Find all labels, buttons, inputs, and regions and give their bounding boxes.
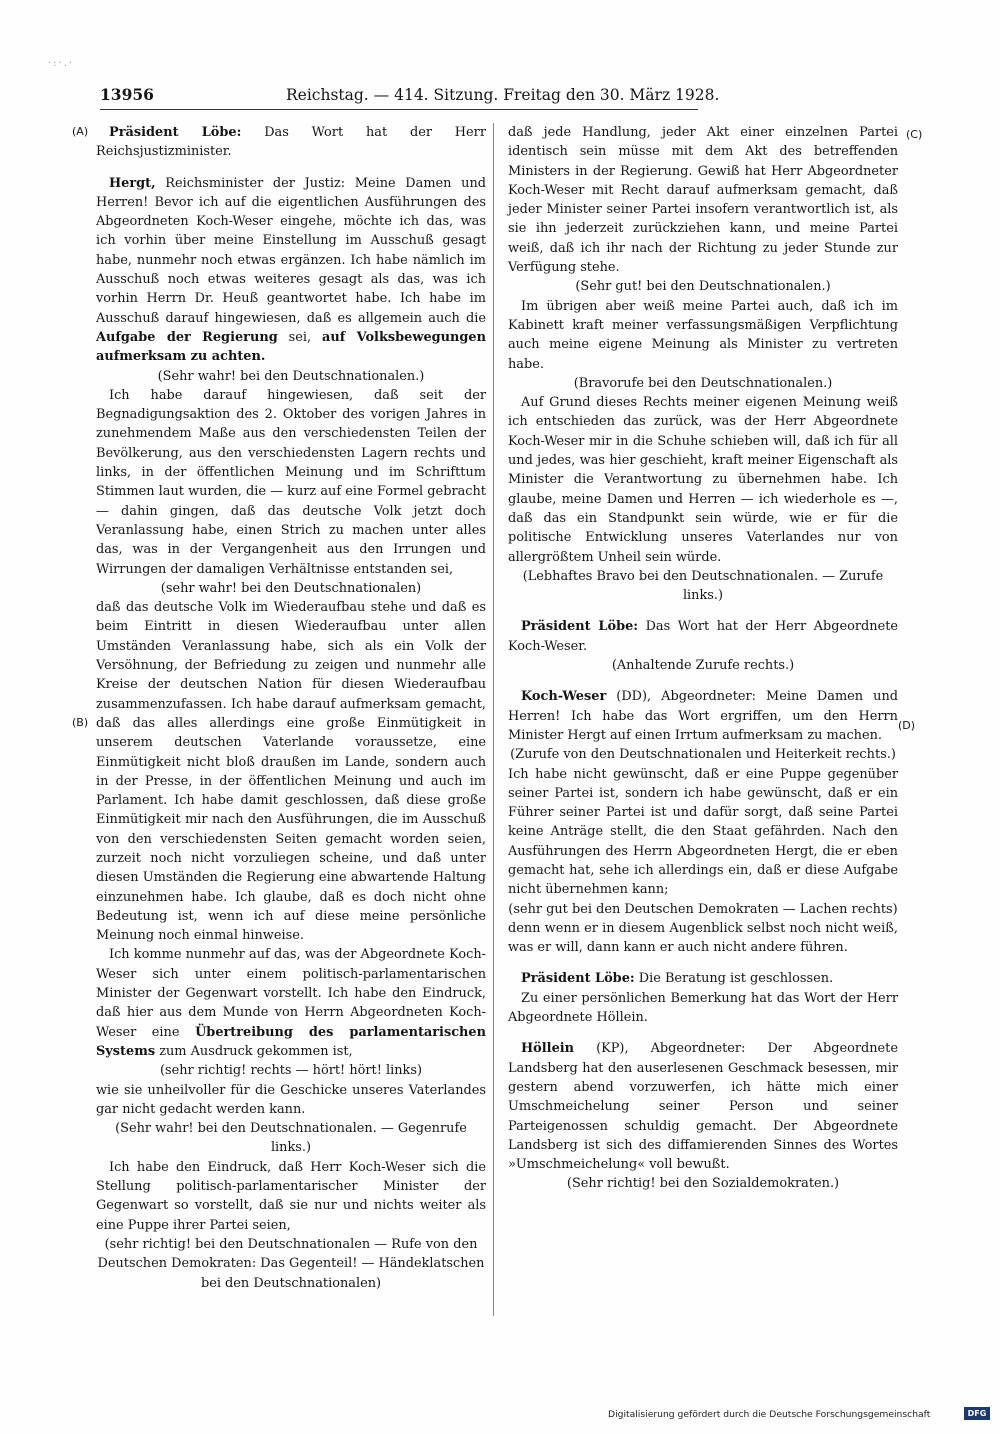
paragraph: Zu einer persönlichen Bemerkung hat das Wort der Herr Abgeordnete Höllein.: [508, 990, 898, 1026]
interjection: (Anhaltende Zurufe rechts.): [611, 658, 795, 674]
interjection: (Sehr gut! bei den Deutschnationalen.): [575, 279, 831, 295]
paragraph: wie sie unheilvoller für die Geschicke unseres Vaterlandes gar nicht gedacht werden kann.: [96, 1082, 486, 1117]
interjection: (Sehr wahr! bei den Deutschnationalen.): [157, 368, 425, 384]
paragraph: Ich habe den Eindruck, daß Herr Koch-Weser sich die Stellung politisch-parlamentarischer Minister der Gegenwart so vorstellt, daß sie nur und nichts weiter als eine Puppe ihrer Partei seien,: [96, 1159, 486, 1233]
header-rule: [100, 109, 698, 110]
paragraph: Auf Grund dieses Rechts meiner eigenen Meinung weiß ich entschieden das zurück, was der Herr Abgeordnete Koch-Weser mir in die Schuhe schieben will, daß ich für all und jedes, was hier geschieht, kraft meiner Eigenschaft als Minister die Verantwortung zu übernehmen habe. Ich glaube, meine Damen und Herren — ich wiederhole es —, daß das ein Standpunkt sein würde, wie er für die politische Entwicklung unseres Vaterlandes nur von allergrößtem Unheil sein würde.: [508, 395, 898, 565]
interjection: (sehr richtig! rechts — hört! hört! links): [159, 1063, 423, 1079]
paragraph: [96, 174, 486, 367]
interjection: (Sehr richtig! bei den Sozialdemokraten.): [566, 1176, 840, 1192]
left-column: [96, 123, 486, 1293]
interjection: (sehr wahr! bei den Deutschnationalen): [160, 580, 422, 596]
footer-credit: Digitalisierung gefördert durch die Deutsche Forschungsgemeinschaft: [608, 1409, 931, 1420]
speaker-name: Präsident Löbe:: [521, 971, 635, 987]
interjection: (Bravorufe bei den Deutschnationalen.): [573, 375, 833, 391]
paragraph-text: Das Wort hat der Herr Reichsjustizminister.: [96, 125, 487, 160]
paragraph: Im übrigen aber weiß meine Partei auch, daß ich im Kabinett kraft meiner verfassungsmäßigen Verpflichtung auch meine eigene Meinung als Minister zu vertreten habe.: [508, 298, 898, 372]
emphasis-text: Aufgabe der Regierung: [96, 329, 278, 345]
interjection: (sehr richtig! bei den Deutschnationalen — Rufe von den Deutschen Demokraten: Das Gegenteil! — Händeklatschen bei den Deutschnationalen): [97, 1236, 485, 1291]
paragraph-text: Ich komme nunmehr auf das, was der Abgeordnete Koch-Weser sich unter einem politisch-parlamentarischen Minister der Gegenwart vorstellt. Ich habe den Eindruck, daß hier aus dem Munde von Herrn Abgeordneten Koch-Weser eine: [96, 947, 486, 1040]
paragraph-text: Reichsminister der Justiz: Meine Damen und Herren! Bevor ich auf die eigentlichen Ausführungen des Abgeordneten Koch-Weser eingehe, möchte ich das, was ich vorhin über meine Einstellung im Ausschuß gesagt habe, nunmehr noch etwas ergänzen. Ich habe nämlich im Ausschuß noch etwas weiteres gesagt als das, was ich vorhin Herrn Dr. Heuß geantwortet habe. Ich habe im Ausschuß darauf hingewiesen, daß es allgemein auch die: [96, 175, 486, 326]
emphasis-text: Übertreibung des parlamentarischen Systems: [96, 1024, 486, 1059]
page-number: 13956: [100, 85, 154, 104]
paragraph-text: sei,: [277, 329, 323, 345]
paragraph: [96, 945, 486, 1061]
margin-marker-a: (A): [72, 125, 89, 138]
interjection: (sehr gut bei den Deutschen Demokraten — Lachen rechts): [508, 901, 898, 917]
paragraph-text: Das Wort hat der Herr Abgeordnete Koch-Weser.: [508, 619, 899, 654]
interjection: (Zurufe von den Deutschnationalen und Heiterkeit rechts.): [510, 747, 896, 763]
speaker-name: Hergt,: [109, 175, 156, 191]
speaker-name: Präsident Löbe:: [109, 125, 242, 140]
interjection: (Lebhaftes Bravo bei den Deutschnationalen. — Zurufe links.): [522, 568, 884, 604]
paragraph: [508, 617, 898, 656]
margin-marker-c: (C): [906, 128, 923, 141]
page-specks: ·:·.·: [48, 58, 75, 69]
emphasis-text: auf Volksbewegungen aufmerksam zu achten.: [96, 329, 486, 365]
paragraph-text: Die Beratung ist geschlossen.: [634, 971, 834, 987]
paragraph-text: zum Ausdruck gekommen ist,: [155, 1043, 353, 1059]
paragraph: [508, 969, 898, 988]
margin-marker-b: (B): [72, 716, 89, 729]
paragraph-text: (DD), Abgeordneter: Meine Damen und Herren! Ich habe das Wort ergriffen, um den Herrn Minister Hergt auf einen Irrtum aufmerksam zu machen.: [508, 689, 898, 743]
dfg-logo: DFG: [964, 1407, 990, 1420]
paragraph-text: (KP), Abgeordneter: Der Abgeordnete Landsberg hat den auserlesenen Geschmack besessen, mir gestern abend vorzuwerfen, ich hätte mich einer Umschmeichelung seiner Person und seiner Parteigenossen schuldig gemacht. Der Abgeordnete Landsberg ist sich des diffamierenden Sinnes des Wortes »Umschmeichelung« voll bewußt.: [508, 1041, 898, 1173]
paragraph: [508, 1039, 898, 1174]
paragraph: Ich habe nicht gewünscht, daß er eine Puppe gegenüber seiner Partei ist, sondern ich habe gewünscht, daß er ein Führer seiner Partei ist und dafür sorgt, daß seine Partei keine Anträge stellt, die den Staat gefährden. Nach den Ausführungen des Herrn Abgeordneten Hergt, die er eben gemacht hat, sehe ich allerdings ein, daß er diese Aufgabe nicht übernehmen kann;: [508, 766, 898, 898]
header-title: Reichstag. — 414. Sitzung. Freitag den 30. März 1928.: [286, 86, 720, 104]
margin-marker-d: (D): [898, 719, 916, 732]
speaker-name: Höllein: [521, 1041, 575, 1057]
paragraph: daß jede Handlung, jeder Akt einer einzelnen Partei identisch sein müsse mit dem Akt des betreffenden Ministers in der Regierung. Gewiß hat Herr Abgeordneter Koch-Weser mit Recht darauf aufmerksam gemacht, daß jeder Minister seiner Partei insofern verantwortlich ist, als sie ihn jederzeit zurückziehen kann, und meine Partei weiß, daß ich ihr nach der Richtung zu jeder Stunde zur Verfügung stehe.: [508, 125, 898, 276]
column-divider: [493, 123, 494, 1316]
right-column: [508, 123, 898, 1194]
interjection: (Sehr wahr! bei den Deutschnationalen. — Gegenrufe links.): [115, 1121, 467, 1156]
paragraph: daß das deutsche Volk im Wiederaufbau stehe und daß es beim Eintritt in diesen Wiederaufbau unter allen Umständen Veranlassung habe, sich als ein Volk der Versöhnung, der Befriedung zu zeigen und nunmehr alle Kreise der deutschen Nation für diesen Wiederaufbau zusammenzufassen. Ich habe darauf aufmerksam gemacht, daß das alles allerdings eine große Einmütigkeit in unserem deutschen Vaterlande voraussetze, eine Einmütigkeit nicht bloß draußen im Lande, sondern auch in der Presse, in der öffentlichen Meinung und auch im Parlament. Ich habe damit geschlossen, daß diese große Einmütigkeit mir nach den Ausführungen, die im Ausschuß von den verschiedensten Seiten gemacht worden seien, zurzeit noch nicht vorzuliegen scheine, und daß unter diesen Umständen die Regierung eine abwartende Haltung einzunehmen habe. Ich glaube, daß es doch nicht ohne Bedeutung ist, wenn ich auf diese meine persönliche Meinung noch einmal hinweise.: [96, 600, 486, 944]
page-header: [100, 84, 720, 106]
speaker-name: Koch-Weser: [521, 689, 607, 705]
speaker-name: Präsident Löbe:: [521, 619, 639, 635]
paragraph: denn wenn er in diesem Augenblick selbst noch nicht weiß, was er will, dann kann er auch nicht andere führen.: [508, 920, 898, 956]
paragraph: [508, 687, 898, 745]
paragraph: Ich habe darauf hingewiesen, daß seit der Begnadigungsaktion des 2. Oktober des vorigen Jahres in zunehmendem Maße aus den verschiedensten Teilen der Bevölkerung, aus den verschiedensten Lagern rechts und links, in der öffentlichen Meinung und im Schrifttum Stimmen laut wurden, die — kurz auf eine Formel gebracht — dahin gingen, daß das deutsche Volk jetzt doch Veranlassung habe, einen Strich zu machen unter alles das, was in der Vergangenheit aus den Irrungen und Wirrungen der damaligen Verhältnisse entstanden sei,: [96, 387, 486, 577]
paragraph: [96, 123, 486, 162]
